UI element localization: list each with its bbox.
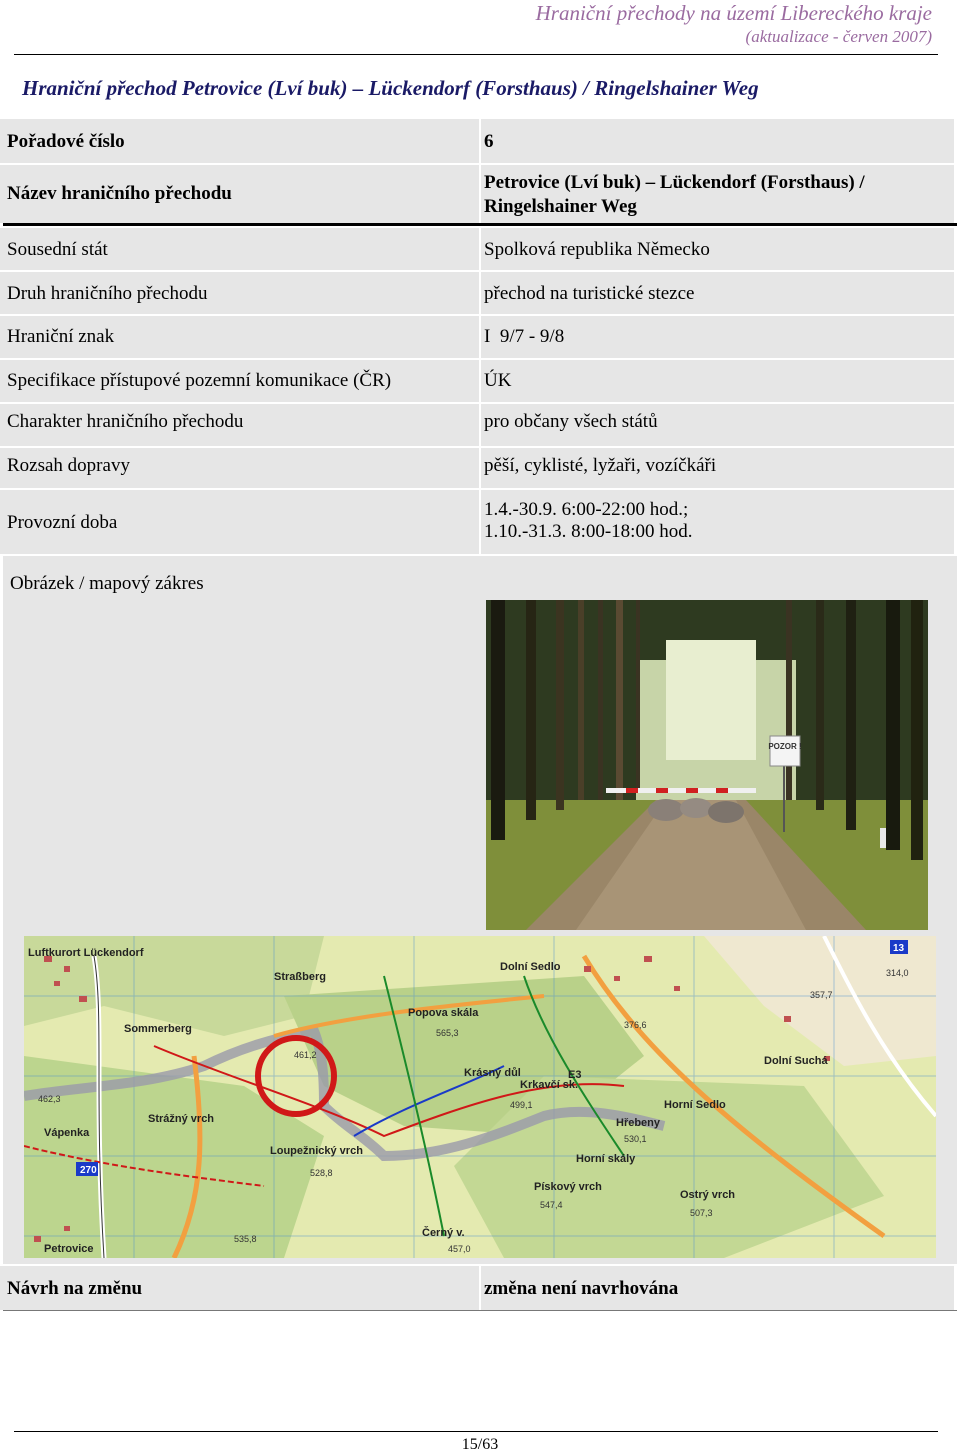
elevation-label: 376,6 (624, 1020, 647, 1030)
elevation-label: 462,3 (38, 1094, 61, 1104)
map-label: E3 (568, 1069, 582, 1081)
table-row-druh (0, 272, 954, 314)
map-label: Ostrý vrch (680, 1189, 736, 1201)
column-divider (479, 226, 481, 554)
map-label: Straßberg (274, 971, 326, 983)
elevation-label: 357,7 (810, 990, 833, 1000)
row-label: Charakter hraničního přechodu (7, 411, 244, 432)
column-divider (479, 1266, 481, 1310)
row-value: Petrovice (Lví buk) – Lückendorf (Forsthaus) / (484, 172, 865, 193)
row-value: 6 (484, 131, 494, 152)
footer-rule (14, 1431, 938, 1432)
map-label: Vápenka (44, 1127, 90, 1139)
map-label: Dolní Suchá (764, 1055, 828, 1067)
map-svg (24, 936, 936, 1258)
elevation-label: 461,2 (294, 1050, 317, 1060)
row-label: Sousední stát (7, 239, 108, 260)
map-label: Loupežnický vrch (270, 1145, 363, 1157)
table-row-nazev (0, 165, 954, 223)
row-label: Druh hraničního přechodu (7, 283, 208, 304)
image-section-label: Obrázek / mapový zákres (10, 573, 204, 594)
row-value: I 9/7 - 9/8 (484, 326, 565, 347)
sign-text: POZOR ! (768, 742, 802, 751)
map-label: Luftkurort Lückendorf (28, 947, 144, 959)
header-subtitle: (aktualizace - červen 2007) (745, 27, 932, 46)
elevation-label: 535,8 (234, 1234, 257, 1244)
map-label: Hřebeny (616, 1117, 661, 1129)
table-row-specifikace (0, 360, 954, 402)
map-label: Petrovice (44, 1243, 94, 1255)
row-label: Návrh na změnu (7, 1278, 143, 1299)
road-number: 13 (893, 943, 905, 954)
table-bottom-border (3, 1310, 957, 1311)
column-divider (479, 119, 481, 223)
row-value: 1.4.-30.9. 6:00-22:00 hod.; (484, 499, 689, 520)
table-row-charakter (0, 404, 954, 446)
row-label: Rozsah dopravy (7, 455, 130, 476)
row-value-line2: 1.10.-31.3. 8:00-18:00 hod. (484, 521, 693, 542)
row-label: Název hraničního přechodu (7, 183, 232, 204)
table-row-provozni-doba (0, 490, 954, 554)
row-label: Hraniční znak (7, 326, 115, 347)
row-label: Provozní doba (7, 512, 118, 533)
row-label: Specifikace přístupové pozemní komunikace (ČR) (7, 370, 392, 391)
elevation-label: 528,8 (310, 1168, 333, 1178)
row-value: ÚK (484, 370, 512, 391)
header-rule (14, 54, 938, 55)
map-label: Strážný vrch (148, 1113, 215, 1125)
elevation-label: 530,1 (624, 1134, 647, 1144)
header-title: Hraniční přechody na území Libereckého kraje (535, 1, 932, 25)
row-value: Spolková republika Německo (484, 239, 710, 260)
map-label: Pískový vrch (534, 1181, 602, 1193)
map-label: Sommerberg (124, 1023, 192, 1035)
map-label: Krkavčí sk. (520, 1079, 579, 1091)
row-value: změna není navrhována (484, 1278, 679, 1299)
row-value: pěší, cyklisté, lyžaři, vozíčkáři (484, 455, 717, 476)
map-label: Dolní Sedlo (500, 961, 561, 973)
page-number: 15/63 (461, 1436, 499, 1453)
map-label: Horní skály (576, 1153, 636, 1165)
tourist-map (24, 936, 936, 1258)
elevation-label: 507,3 (690, 1208, 713, 1218)
elevation-label: 499,1 (510, 1100, 533, 1110)
row-value: pro občany všech států (484, 411, 658, 432)
elevation-label: 457,0 (448, 1244, 471, 1254)
table-row-hranicni-znak (0, 316, 954, 358)
table-row-navrh-na-zmenu (0, 1266, 954, 1310)
row-label: Pořadové číslo (7, 131, 125, 152)
map-label: Horní Sedlo (664, 1099, 726, 1111)
row-value-line2: Ringelshainer Weg (484, 196, 637, 217)
document-title: Hraniční přechod Petrovice (Lví buk) – Lückendorf (Forsthaus) / Ringelshainer Weg (22, 76, 759, 100)
forest-photo-svg (486, 600, 928, 930)
road-number: 270 (80, 1165, 97, 1176)
row-value: přechod na turistické stezce (484, 283, 695, 304)
map-label: Krásný důl (464, 1067, 521, 1079)
map-label: Popova skála (408, 1007, 479, 1019)
border-crossing-photo (486, 600, 928, 930)
elevation-label: 547,4 (540, 1200, 563, 1210)
table-row-sousedni-stat (0, 228, 954, 270)
elevation-label: 565,3 (436, 1028, 459, 1038)
elevation-label: 314,0 (886, 968, 909, 978)
table-row-rozsah (0, 448, 954, 488)
table-row-poradove-cislo (0, 119, 954, 163)
map-label: Černý v. (422, 1227, 465, 1239)
page-header (536, 0, 932, 48)
